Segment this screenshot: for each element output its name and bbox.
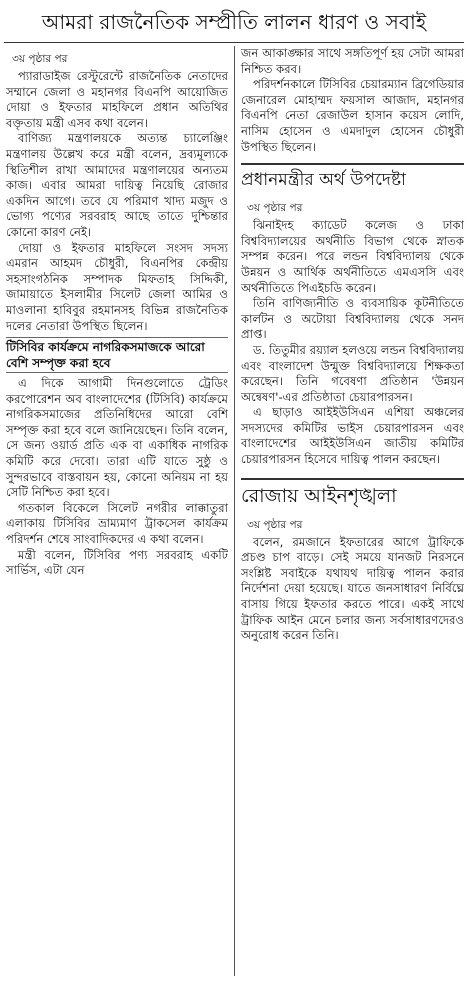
article-paragraph: গতকাল বিকেলে সিলেট নগরীর লাক্কাতুরা এলাকায় টিসিবির ভ্রাম্যমাণ ট্রাকসেল কার্যক্রম পরিদর্শন শেষে সাংবাদিকদের এ কথা বলেন।: [6, 500, 228, 547]
article-headline: প্রধানমন্ত্রীর অর্থ উপদেষ্টা: [241, 163, 464, 195]
article-paragraph: এ দিকে আগামী দিনগুলোতে ট্রেডিং করপোরেশন অব বাংলাদেশের (টিসিবি) কার্যক্রমে নাগরিকসমাজের প্রতিনিধিদের আরো বেশি সম্পৃক্ত করা হবে বলে জানিয়েছেন। তিনি বলেন, সে জন্য ওয়ার্ড প্রতি এক বা একাধিক নাগরিক কমিটি করে দেবো। তারা এটি যাতে সুষ্ঠু ও সুন্দরভাবে বাস্তবায়ন হয়, কোনো অনিয়ম না হয় সেটি নিশ্চিত করা হবে।: [6, 376, 228, 500]
article-paragraph: প্যারাডাইজ রেস্টুরেন্টে রাজনৈতিক নেতাদের সম্মানে জেলা ও মহানগর বিএনপি আয়োজিত দোয়া ও ইফতার মাহফিলে প্রধান অতিথির বক্তৃতায় মন্ত্রী এসব কথা বলেন।: [6, 69, 228, 130]
article-paragraph: ঝিনাইদহ ক্যাডেট কলেজ ও ঢাকা বিশ্ববিদ্যালয়ের অর্থনীতি বিভাগ থেকে স্নাতক সম্পন্ন করেন। পরে লন্ডন বিশ্ববিদ্যালয় থেকে উন্নয়ন ও আর্থিক অর্থনীতিতে এমএসসি এবং অর্থনীতিতে পিএইচডি করেন।: [241, 218, 464, 295]
article-paragraph: এ ছাড়াও আইইউসিএন এশিয়া অঞ্চলের সদস্যদের কমিটির ভাইস চেয়ারপারসন এবং বাংলাদেশের আইইউসিএন জাতীয় কমিটির চেয়ারপারসন হিসেবে দায়িত্ব পালন করছেন।: [241, 405, 464, 467]
continued-label: ৩য় পৃষ্ঠার পর: [12, 53, 68, 65]
article-headline: রোজায় আইনশৃঙ্খলা: [241, 478, 464, 512]
main-headline: আমরা রাজনৈতিক সম্প্রীতি লালন ধারণ ও সবাই: [4, 2, 464, 43]
article-paragraph: তিনি বাণিজ্যনীতি ও ব্যবসায়িক কূটনীতিতে কার্লটন ও অটোয়া বিশ্ববিদ্যালয় থেকে সনদ প্রাপ্ত।: [241, 296, 464, 342]
right-column: [241, 46, 464, 644]
continued-label: ৩য় পৃষ্ঠার পর: [247, 202, 303, 215]
left-column: [6, 46, 228, 579]
column-divider: [234, 46, 235, 976]
continued-label: ৩য় পৃষ্ঠার পর: [247, 518, 303, 531]
article-paragraph: ড. তিতুমীর রয়্যাল হলওয়ে লন্ডন বিশ্ববিদ্যালয় এবং বাংলাদেশ উন্মুক্ত বিশ্ববিদ্যালয়ে শিক্ষকতা করেছেন। তিনি গবেষণা প্রতিষ্ঠান 'উন্নয়ন অন্বেষণ'-এর প্রতিষ্ঠাতা চেয়ারপারসন।: [241, 342, 464, 404]
subheading: টিসিবির কার্যক্রমে নাগরিকসমাজকে আরো বেশি সম্পৃক্ত করা হবে: [6, 337, 228, 373]
article-paragraph: জন আকাঙ্ক্ষার সাথে সঙ্গতিপূর্ণ হয় সেটা আমরা নিশ্চিত করব।: [241, 46, 464, 76]
article-paragraph: বলেন, রমজানে ইফতারের আগে ট্রাফিকে প্রচণ্ড চাপ বাড়ে। সেই সময়ে যানজট নিরসনে সংশ্লিষ্ট সবাইকে যথাযথ দায়িত্ব পালন করার নির্দেশনা দেয়া হয়েছে। যাতে জনসাধারণ নির্বিঘ্নে বাসায় গিয়ে ইফতার করতে পারে। একই সাথে ট্রাফিক আইন মেনে চলার জন্য সর্বসাধারণদেরও অনুরোধ করেন তিনি।: [241, 534, 464, 643]
article-paragraph: দোয়া ও ইফতার মাহফিলে সংসদ সদস্য এমরান আহমদ চৌধুরী, বিএনপির কেন্দ্রীয় সহসাংগঠনিক সম্পাদক মিফতাহ সিদ্দিকী, জামায়াতে ইসলামীর সিলেট জেলা আমির ও মাওলানা হাবিবুর রহমানসহ বিভিন্ন রাজনৈতিক দলের নেতারা উপস্থিত ছিলেন।: [6, 240, 228, 333]
article-paragraph: মন্ত্রী বলেন, টিসিবির পণ্য সরবরাহ একটি সার্ভিস, এটা যেন: [6, 547, 228, 578]
article-paragraph: পরিদর্শনকালে টিসিবির চেয়ারম্যান ব্রিগেডিয়ার জেনারেল মোহাম্মদ ফয়সাল আজাদ, মহানগর বিএনপি নেতা রেজাউল হাসান কয়েস লোদি, নাসিম হোসেন ও এমদাদুল হোসেন চৌধুরী উপস্থিত ছিলেন।: [241, 77, 464, 154]
article-paragraph: বাণিজ্য মন্ত্রণালয়কে অত্যন্ত চ্যালেঞ্জিং মন্ত্রণালয় উল্লেখ করে মন্ত্রী বলেন, দ্রব্যমূল্যকে স্থিতিশীল রাখা আমাদের মন্ত্রণালয়ের অন্যতম কাজ। এবার আমরা দায়িত্ব নিয়েছি রোজার একদিন আগে। তবে যে পরিমাণ খাদ্য মজুদ ও ভোগ্য পণ্যের সরবরাহ আছে তাতে দুশ্চিন্তার কোনো কারণ নেই।: [6, 131, 228, 239]
